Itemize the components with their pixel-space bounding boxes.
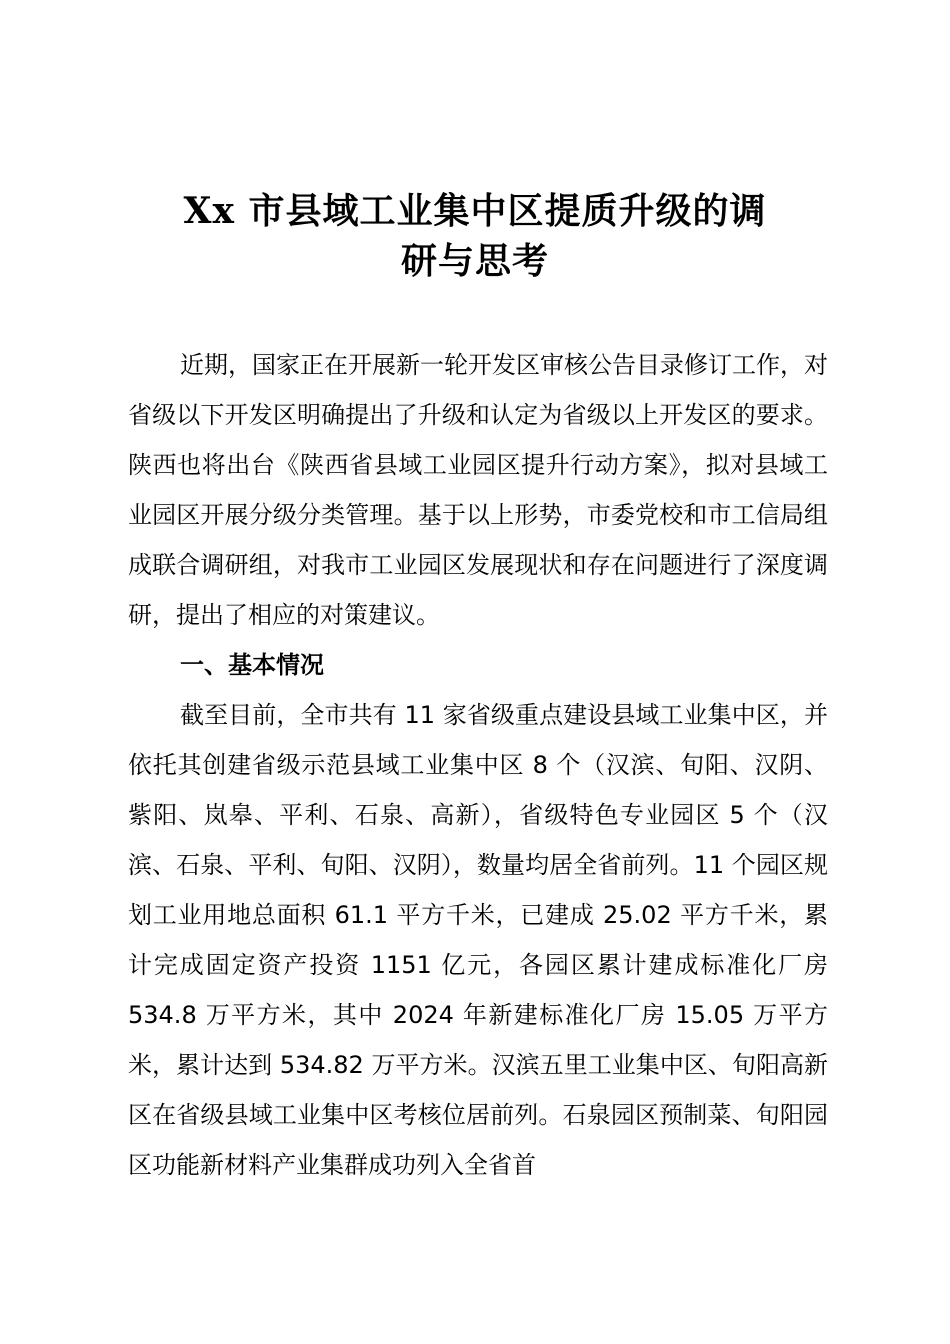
title-line-2: 研与思考 xyxy=(400,240,549,282)
document-title xyxy=(128,186,822,286)
section-heading-basic-situation: 一、基本情况 xyxy=(180,651,324,679)
document-body xyxy=(128,340,828,1190)
intro-paragraph: 近期，国家正在开展新一轮开发区审核公告目录修订工作，对省级以下开发区明确提出了升级和认定为省级以上开发区的要求。陕西也将出台《陕西省县域工业园区提升行动方案》，拟对县域工业园区开展分级分类管理。基于以上形势，市委党校和市工信局组成联合调研组，对我市工业园区发展现状和存在问题进行了深度调研，提出了相应的对策建议。 xyxy=(128,351,828,629)
section-paragraph-basic-situation: 截至目前，全市共有 11 家省级重点建设县域工业集中区，并依托其创建省级示范县域工业集中区 8 个（汉滨、旬阳、汉阴、紫阳、岚皋、平利、石泉、高新），省级特色专业园区 5 个（汉滨、石泉、平利、旬阳、汉阴），数量均居全省前列。11 个园区规划工业用地总面积 61.1 平方千米，已建成 25.02 平方千米，累计完成固定资产投资 1151 亿元，各园区累计建成标准化厂房 534.8 万平方米，其中 2024 年新建标准化厂房 15.05 万平方米，累计达到 534.82 万平方米。汉滨五里工业集中区、旬阳高新区在省级县域工业集中区考核位居前列。石泉园区预制菜、旬阳园区功能新材料产业集群成功列入全省首 xyxy=(128,701,828,1179)
title-line-1: Xx 市县域工业集中区提质升级的调 xyxy=(183,190,767,232)
